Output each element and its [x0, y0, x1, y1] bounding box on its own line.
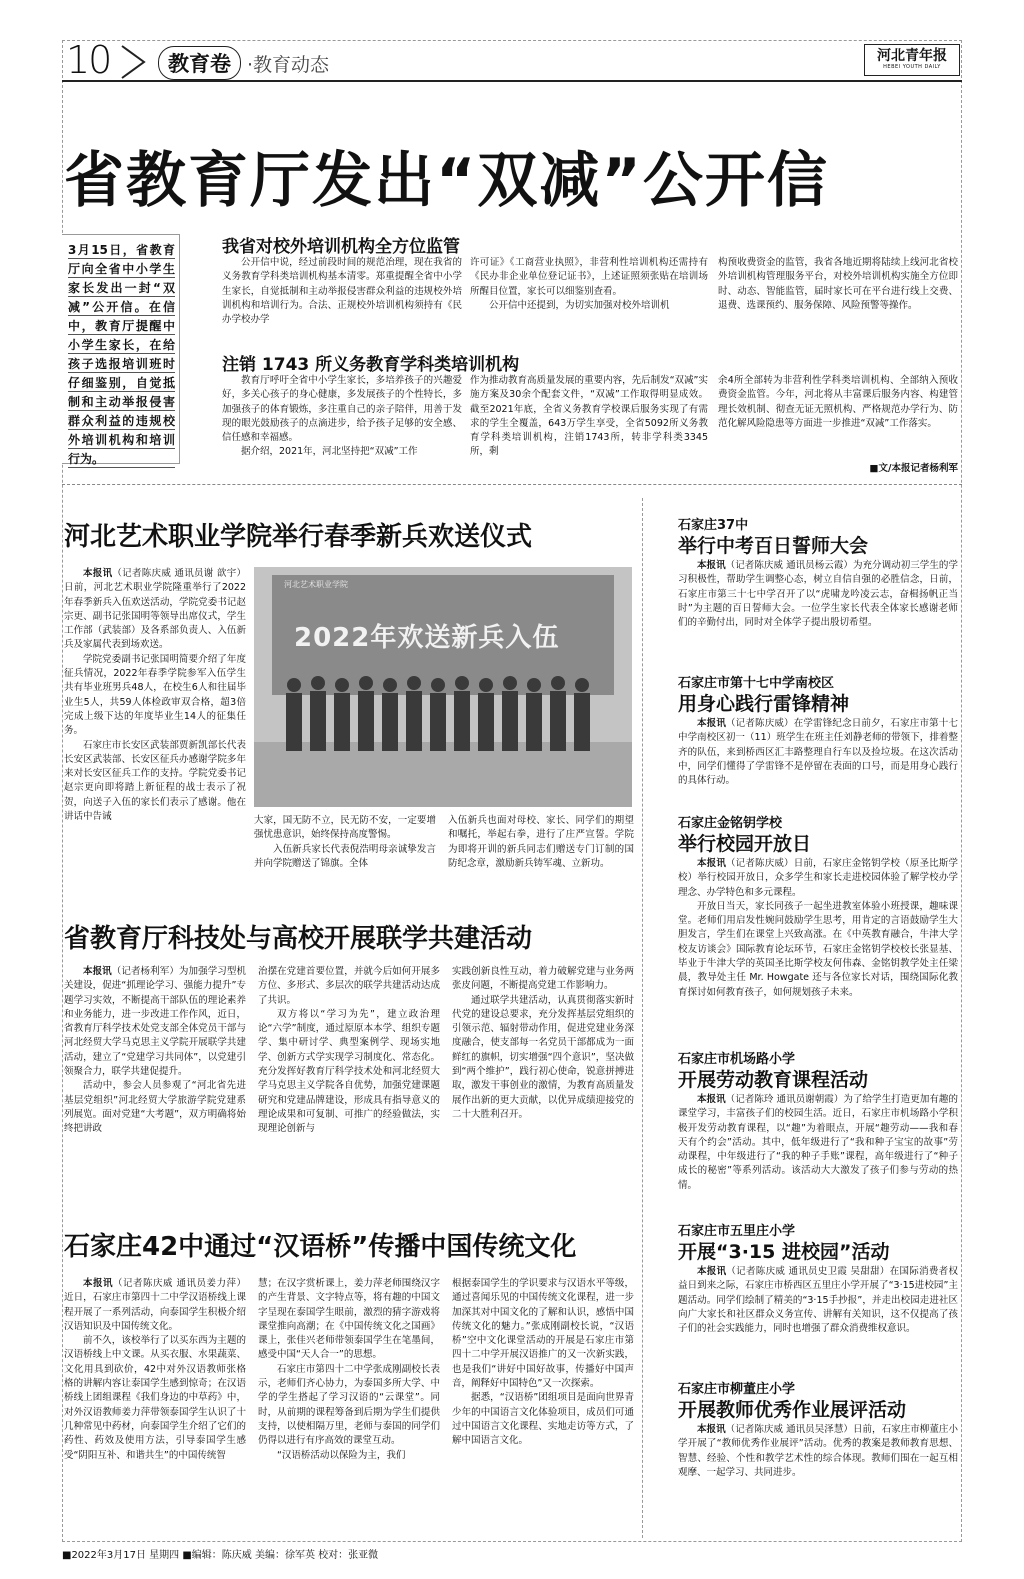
lead-summary: 3月15日，省教育厅向全省中小学生家长发出一封“双减”公开信。在信中，教育厅提醒中小学生家长，在给孩子选报培训班时仔细鉴别，自觉抵制和主动举报侵害群众利益的违规校外培训机构和培训行为。 — [68, 241, 175, 469]
page-footer: ■2022年3月17日 星期四 ■编辑：陈庆威 美编：徐军英 校对：张亚微 — [62, 1550, 379, 1561]
side-news-3-title: 举行校园开放日 — [678, 833, 812, 855]
side-news-6-title: 开展教师优秀作业展评活动 — [678, 1399, 907, 1421]
side-news-5: 石家庄市五里庄小学 开展“3·15 进校园”活动 本报讯（记者陈庆威 通讯员史卫霞 吴甜甜）在国际消费者权益日到来之际，石家庄市桥西区五里庄小学开展了“3·15进校园”主题活动。同学们绘制了精美的“3·15手抄报”，并走出校园走进社区向广大家长和社区群众义务宣传、讲解有关知识，这不仅提高了孩子们的社会实践能力，同时也增强了群众消费维权意识。 — [678, 1224, 958, 1335]
lead-bottom-rule — [62, 484, 962, 485]
side-news-3: 石家庄金铭钥学校 举行校园开放日 本报讯（记者陈庆威）日前，石家庄金铭钥学校（原圣比斯学校）举行校园开放日，众多学生和家长走进校园体验了解学校办学理念、办学特色和多元课程。 开放日当天，家长同孩子一起坐进教室体验小班授课，趣味课堂。老师们用启发性婉问鼓励学生思考，用肯定的言语鼓励学生大胆发言，学生们在课堂上兴致高涨。在《中英教育融合，牛津大学校友访谈会》国际教育论坛环节，石家庄金铭钥学校校长张显基、毕业于牛津大学的英国圣比斯学校友何伟森、金铭钥教学处主任梁晨，教导处主任 Mr. Howgate 还与各位家长对话，围绕国际化教育探讨如何教育孩子，如何规划孩子未来。 — [678, 816, 958, 998]
side-news-2: 石家庄市第十七中学南校区 用身心践行雷锋精神 本报讯（记者陈庆威）在学雷锋纪念日前夕，石家庄市第十七中学南校区初一（11）班学生在班主任刘静老师的带领下，排着整齐的队伍，来到桥西区汇丰路整理自行车以及捡垃圾。在这次活动中，同学们懂得了学雷锋不是停留在表面的口号，而是用身心践行的具体行动。 — [678, 676, 958, 787]
section-name: ·教育动态 — [247, 53, 330, 76]
article1-col3: 入伍新兵也面对母校、家长、同学们的期望和嘱托，举起右拳，进行了庄严宣誓。学院为即将开训的新兵同志们赠送专门订制的国防纪念章，激励新兵铸军魂、立新功。 — [448, 815, 634, 869]
side-news-4: 石家庄市机场路小学 开展劳动教育课程活动 本报讯（记者陈玲 通讯员谢朝霞）为了给学生打造更加有趣的课堂学习，丰富孩子们的校园生活。近日，石家庄市机场路小学积极开发劳动教育课程，以“趣”为着眼点，开展“趣劳动——我和春天有个约会”活动。其中，低年级进行了“我和种子宝宝的故事”劳动课程，中年级进行了“我的种子手账”课程，高年级进行了“种子成长的秘密”等系列活动。该活动大大激发了孩子们参与劳动的热情。 — [678, 1052, 958, 1191]
lead-sub1-col1: 公开信中说，经过前段时间的规范治理，现在我省的义务教育学科类培训机构基本清零。郑重提醒全省中小学生家长，自觉抵制和主动举报侵害群众利益的违规校外培训机构和培训行为。合法、正规校外培训机构须持有《民办学校办学 — [222, 257, 462, 326]
lead-sub2-col3: 余4所全部转为非营利性学科类培训机构、全部纳入预收费资金监管。今年，河北将从丰富课后服务内容、构建管理长效机制、彻查无证无照机构、严格规范办学行为、防范化解风险隐患等方面进一步推进“双减”工作落实。 — [718, 375, 958, 429]
article1-headline: 河北艺术职业学院举行春季新兵欢送仪式 — [64, 522, 533, 552]
article1-col2: 大家，国无防不立，民无防不安，一定要增强忧患意识，始终保持高度警惕。 入伍新兵家长代表倪浩明母亲诚挚发言并向学院赠送了锦旗。全体 — [254, 815, 436, 869]
column-divider — [642, 498, 643, 1538]
lead-sub1-col3: 构预收费资金的监管，我省各地近期将陆续上线河北省校外培训机构管理服务平台，对校外培训机构实施全方位即时、动态、智能监管，届时家长可在平台进行线上交费、退费、选课预约、服务保障、风险预警等操作。 — [718, 257, 958, 311]
lead-subhead-1: 我省对校外培训机构全方位监管 — [222, 237, 460, 257]
masthead-logo — [864, 44, 960, 76]
section-header — [158, 46, 329, 80]
page-number-chevron-icon — [118, 44, 152, 80]
article2-col1: 本报讯（记者杨利军）为加强学习型机关建设，促进“抓理论学习、强能力提升”专题学习实效，不断提高干部队伍的理论素养和业务能力，进一步改进工作作风，近日，省教育厅科学技术处党支部全体党员干部与河北经贸大学马克思主义学院开展联学共建活动，建立了“党建学习共同体”，以党建引领聚合力，联学共建促提升。 活动中，参会人员参观了“河北省先进基层党组织”河北经贸大学旅游学院党建系列展览。面对党建“大考题”，双方明确将始终把讲政 — [64, 966, 246, 1135]
lead-headline: 省教育厅发出“双减”公开信 — [64, 146, 829, 216]
page-number: 10 — [66, 38, 111, 82]
masthead-title: 河北青年报 — [877, 48, 947, 64]
header-rule — [62, 80, 962, 82]
article1-photo — [254, 567, 632, 807]
side-news-2-title: 用身心践行雷锋精神 — [678, 693, 850, 715]
side-news-5-title: 开展“3·15 进校园”活动 — [678, 1241, 890, 1263]
side-news-1: 石家庄37中 举行中考百日誓师大会 本报讯（记者陈庆威 通讯员杨云霞）为充分调动初三学生的学习积极性，帮助学生调整心态，树立自信自强的必胜信念，日前，石家庄市第三十七中学召开了以“虎啸龙吟凌云志，奋楫扬帆正当时”为主题的百日誓师大会。一位学生家长代表全体家长感谢老师们的辛勤付出，同时对全体学子提出殷切希望。 — [678, 518, 958, 629]
lead-summary-box — [62, 234, 180, 464]
photo-banner-text: 2022年欢送新兵入伍 — [294, 623, 560, 653]
masthead-subtitle: HEBEI YOUTH DAILY — [883, 64, 941, 70]
side-news-6: 石家庄市柳董庄小学 开展教师优秀作业展评活动 本报讯（记者陈庆威 通讯员吴泽慧）日前，石家庄市柳董庄小学开展了“教师优秀作业展评”活动。优秀的教案是教师教育思想、智慧、经验、个性和教学艺术性的综合体现。教师们围在一起互相观摩、一起学习、共同进步。 — [678, 1382, 958, 1478]
lead-sub2-col2: 作为推动教育高质量发展的重要内容，先后制发“双减”实施方案及30余个配套文件，“双减”工作取得明显成效。截至2021年底，全省义务教育学校课后服务实现了有需求的学生全覆盖，643万学生享受，全省5092所义务教育学科类培训机构，注销1743所，转非学科类3345所，剩 — [470, 375, 708, 458]
article3-headline: 石家庄42中通过“汉语桥”传播中国传统文化 — [64, 1232, 577, 1262]
article3-col2: 慧；在汉字赏析课上，姜力萍老师围绕汉字的产生背景、文字特点等，将有趣的中国文字呈现在泰国学生眼前，激烈的猜字游戏将课堂推向高潮；在《中国传统文化之国画》课上，张佳兴老师带领泰国学生在笔墨间，感受中国“天人合一”的思想。 石家庄市第四十二中学张成刚副校长表示，老师们齐心协力，为泰国多所大学、中学的学生搭起了学习汉语的“云课堂”。同时，从前期的课程筹备到后期为学生们提供支持，以使相隔万里，老师与泰国的同学们仍得以进行有序高效的课堂互动。 “汉语桥活动以保险为主，我们 — [258, 1278, 440, 1461]
side-news-4-title: 开展劳动教育课程活动 — [678, 1069, 869, 1091]
lead-byline: ■文/本报记者杨利军 — [869, 463, 958, 474]
article3-col3: 根据泰国学生的学识要求与汉语水平等级，通过喜闻乐见的中国传统文化课程，进一步加深其对中国文化的了解和认识，感悟中国传统文化的魅力。”张成刚副校长说，“汉语桥”空中文化课堂活动的开展是石家庄市第四十二中学开展汉语推广的又一次新实践，也是我们“讲好中国好故事，传播好中国声音，阐释好中国特色”又一次探索。 据悉，“汉语桥”团组项目是面向世界青少年的中国语言文化体验项目，成员们可通过中国语言文化课程、实地走访等方式，了解中国语言文化。 — [452, 1278, 634, 1447]
lead-subhead-2: 注销 1743 所义务教育学科类培训机构 — [222, 355, 520, 375]
article2-col2: 治摆在党建首要位置，并就今后如何开展多方位、多形式、多层次的联学共建活动达成了共识。 双方将以“学习为先”，建立政治理论“六学”制度，通过原原本本学、组织专题学、集中研讨学、典型案例学、现场实地学、创新方式学实现学习制度化、常态化。充分发挥好教育厅科学技术处和河北经贸大学马克思主义学院各自优势，加强党建课题研究和党建品牌建设，形成具有指导意义的理论成果和可复制、可推广的经验做法，实现理论创新与 — [258, 966, 440, 1135]
lead-sub2-col1: 教育厅呼吁全省中小学生家长，多培养孩子的兴趣爱好，多关心孩子的身心健康，多发展孩子的个性特长，多加强孩子的体育锻炼，多注重自己的亲子陪伴，用善于发现的眼光鼓励孩子的点滴进步，给予孩子足够的安全感、信任感和幸福感。 据介绍，2021年，河北坚持把“双减”工作 — [222, 375, 462, 458]
article2-col3: 实践创新良性互动，着力破解党建与业务两张皮问题，不断提高党建工作影响力。 通过联学共建活动，认真贯彻落实新时代党的建设总要求，充分发挥基层党组织的引领示范、辐射带动作用，促进党建业务深度融合，使支部每一名党员干部都成为一面鲜红的旗帜，切实增强“四个意识”，坚决做到“两个维护”，践行初心使命，锐意拼搏进取，激发干事创业的激情，为教育高质量发展作出新的更大贡献，以优异成绩迎接党的二十大胜利召开。 — [452, 966, 634, 1120]
side-news-1-title: 举行中考百日誓师大会 — [678, 535, 869, 557]
article3-col1: 本报讯（记者陈庆威 通讯员姜力萍）近日，石家庄市第四十二中学汉语桥线上课程开展了一系列活动，向泰国学生积极介绍汉语知识及中国传统文化。 前不久，该校举行了以买东西为主题的汉语桥线上中文课。从买衣服、水果蔬菜、文化用具到砍价，42中对外汉语教师张格格的讲解内容让泰国学生感到惊奇；在汉语桥线上团组课程《我们身边的中草药》中，对外汉语教师姜力萍带领泰国学生认识了十几种常见中药材，向泰国学生介绍了它们的药性、药效及使用方法，引导泰国学生感受“阴阳互补、和谐共生”的中国传统智 — [64, 1278, 246, 1461]
photo-caption: 河北艺术职业学院 — [284, 580, 348, 589]
article1-col1: 本报讯（记者陈庆威 通讯员谢 歆宇）日前，河北艺术职业学院隆重举行了2022年春季新兵入伍欢送活动，学院党委书记赵宗更、副书记张国明等领导出席仪式，学生工作部（武装部）及各系部负责人、入伍新兵及家属代表到场欢送。 学院党委副书记张国明简要介绍了年度征兵情况，2022年春季学院参军入伍学生共有毕业班男兵48人，在校生6人和往届毕业生5人，共59人体检政审双合格，超3倍完成上级下达的年度毕业生14人的征集任务。 石家庄市长安区武装部贾新凯部长代表长安区武装部、长安区征兵办感谢学院多年来对长安区征兵工作的支持。学院党委书记赵宗更向即将踏上新征程的战士表示了祝贺，向送子入伍的家长们表示了感谢。他在讲话中告诫 — [64, 568, 246, 823]
edition-badge: 教育卷 — [158, 46, 241, 80]
article2-headline: 省教育厅科技处与高校开展联学共建活动 — [64, 924, 533, 954]
lead-sub1-col2: 许可证》《工商营业执照》，非营利性培训机构还需持有《民办非企业单位登记证书》，上述证照须张贴在培训场所醒目位置，家长可以细鉴别查看。 公开信中还提到，为切实加强对校外培训机 — [470, 257, 708, 311]
new-recruits-photo-illustration — [254, 567, 632, 807]
